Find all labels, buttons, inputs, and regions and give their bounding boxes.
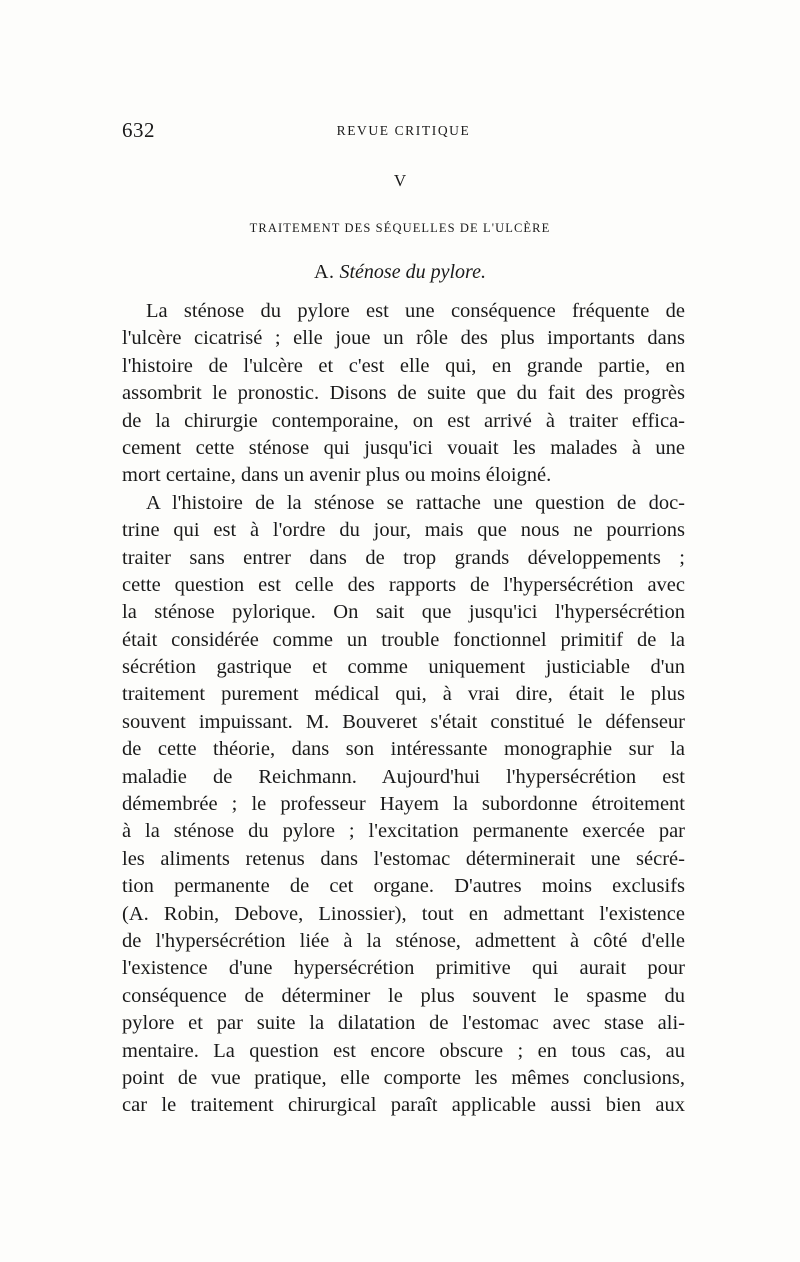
- subsection-letter: A.: [314, 261, 335, 283]
- text-line: point de vue pratique, elle comporte les mêmes conclusions,: [122, 1066, 685, 1089]
- text-line: l'existence d'une hypersécrétion primitive qui aurait pour: [122, 957, 685, 980]
- text-line: était considérée comme un trouble fonctionnel primitif de la: [122, 628, 685, 651]
- body-text: [122, 298, 685, 1120]
- text-line: mort certaine, dans un avenir plus ou moins éloigné.: [122, 464, 552, 487]
- text-line: car le traitement chirurgical paraît applicable aussi bien aux: [122, 1094, 685, 1117]
- text-line: souvent impuissant. M. Bouveret s'était constitué le défenseur: [122, 710, 685, 733]
- text-line: cette question est celle des rapports de l'hypersécrétion avec: [122, 573, 685, 596]
- text-line: de cette théorie, dans son intéressante monographie sur la: [122, 738, 685, 761]
- text-line: assombrit le pronostic. Disons de suite que du fait des progrès: [122, 382, 685, 405]
- text-line: de la chirurgie contemporaine, on est arrivé à traiter effica-: [122, 409, 685, 432]
- text-line: (A. Robin, Debove, Linossier), tout en admettant l'existence: [122, 902, 685, 925]
- text-line: conséquence de déterminer le plus souvent le spasme du: [122, 984, 685, 1007]
- text-line: à la sténose du pylore ; l'excitation permanente exercée par: [122, 820, 685, 843]
- section-numeral: V: [393, 171, 407, 190]
- text-line: tion permanente de cet organe. D'autres moins exclusifs: [122, 875, 685, 898]
- chapter-title: TRAITEMENT DES SÉQUELLES DE L'ULCÈRE: [249, 221, 551, 235]
- running-head: [122, 117, 685, 143]
- page-number: 632: [122, 118, 155, 142]
- text-line: trine qui est à l'ordre du jour, mais que nous ne pourrions: [122, 519, 685, 542]
- text-line: traiter sans entrer dans de trop grands développements ;: [122, 546, 685, 569]
- text-line: La sténose du pylore est une conséquence fréquente de: [146, 300, 685, 322]
- text-line: démembrée ; le professeur Hayem la subordonne étroitement: [122, 793, 685, 816]
- paragraph-2: [122, 490, 685, 1120]
- text-line: les aliments retenus dans l'estomac déterminerait une sécré-: [122, 847, 685, 870]
- text-line: pylore et par suite la dilatation de l'estomac avec stase ali-: [122, 1012, 685, 1035]
- text-line: maladie de Reichmann. Aujourd'hui l'hypersécrétion est: [122, 765, 685, 788]
- text-line: traitement purement médical qui, à vrai dire, était le plus: [122, 683, 685, 706]
- text-line: l'histoire de l'ulcère et c'est elle qui, en grande partie, en: [122, 354, 685, 377]
- text-line: mentaire. La question est encore obscure ; en tous cas, au: [122, 1039, 685, 1062]
- text-line: la sténose pylorique. On sait que jusqu'ici l'hypersécrétion: [122, 601, 685, 624]
- journal-title: REVUE CRITIQUE: [336, 123, 471, 138]
- text-line: sécrétion gastrique et comme uniquement justiciable d'un: [122, 656, 685, 679]
- text-line: A l'histoire de la sténose se rattache une question de doc-: [146, 491, 685, 514]
- text-line: de l'hypersécrétion liée à la sténose, admettent à côté d'elle: [122, 929, 685, 952]
- text-line: l'ulcère cicatrisé ; elle joue un rôle des plus importants dans: [122, 327, 685, 350]
- subsection-title: [0, 258, 800, 286]
- paragraph-1: [122, 298, 685, 490]
- text-line: cement cette sténose qui jusqu'ici vouait les malades à une: [122, 436, 685, 459]
- subsection-topic: Sténose du pylore.: [339, 261, 486, 283]
